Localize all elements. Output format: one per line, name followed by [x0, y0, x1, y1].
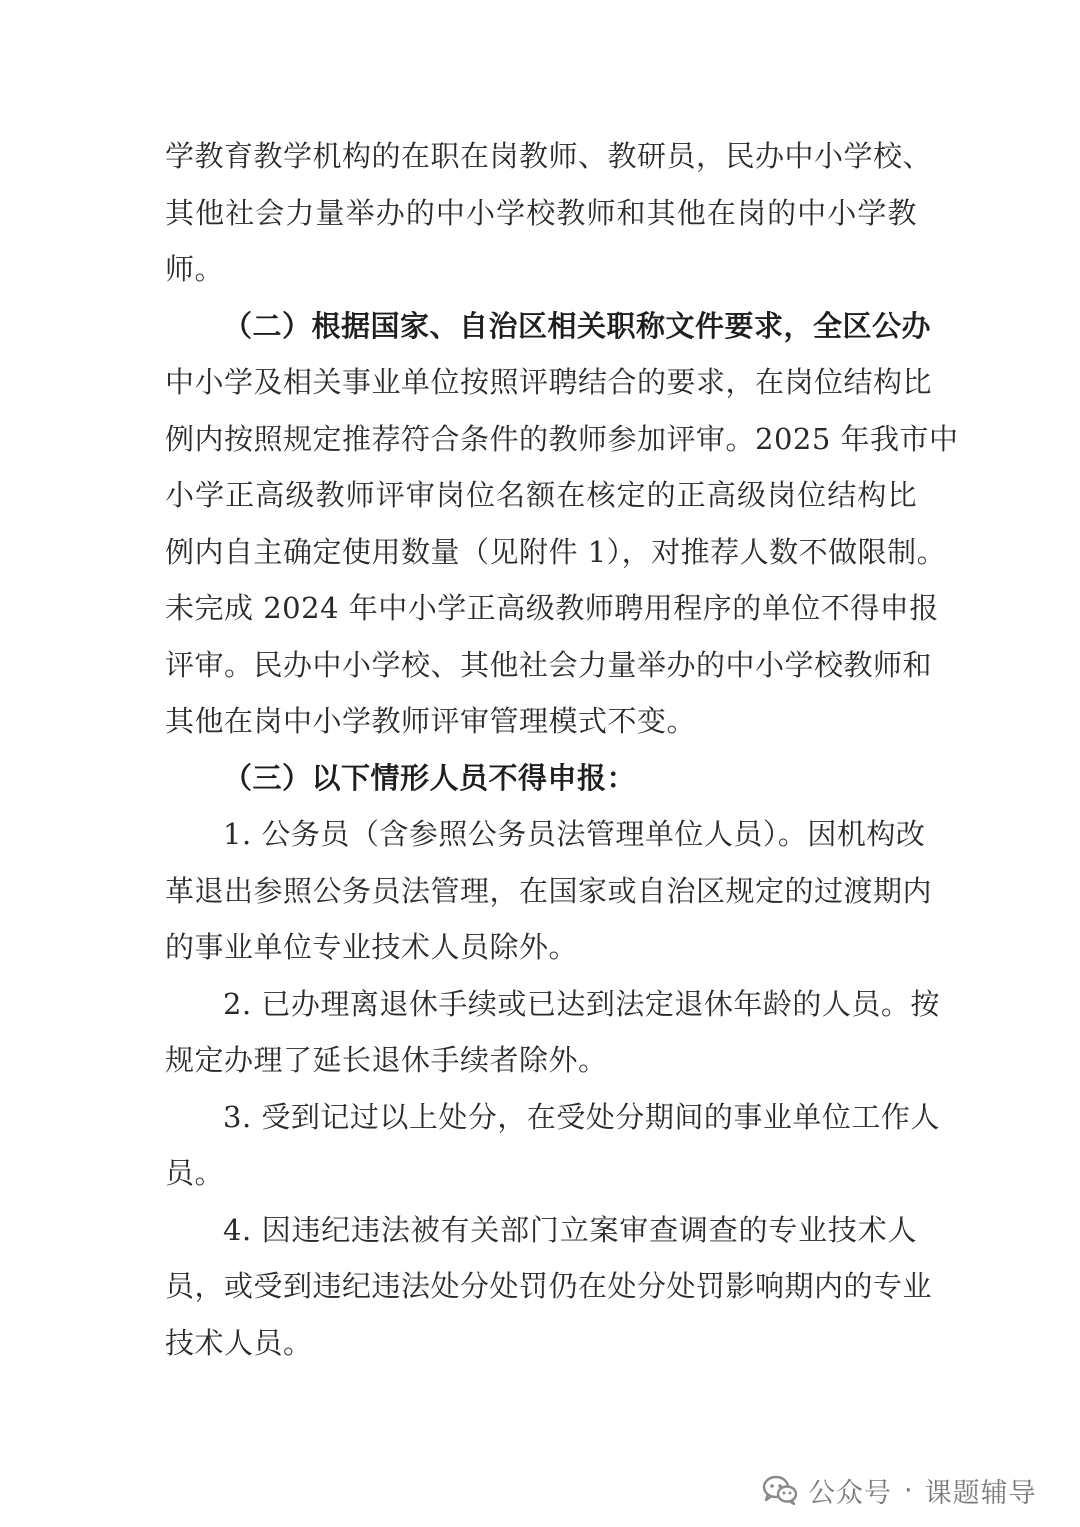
list-item-3: 3. 受到记过以上处分，在受处分期间的事业单位工作人	[223, 1099, 940, 1134]
text-line: 革退出参照公务员法管理，在国家或自治区规定的过渡期内	[165, 873, 933, 908]
section-heading-2: （二）根据国家、自治区相关职称文件要求，全区公办	[223, 308, 932, 343]
text-line: 中小学及相关事业单位按照评聘结合的要求，在岗位结构比	[165, 365, 933, 399]
text-line: 师。	[165, 252, 225, 286]
text-line: 的事业单位专业技术人员除外。	[165, 930, 579, 964]
list-item-1: 1. 公务员（含参照公务员法管理单位人员）。因机构改	[223, 817, 926, 851]
text-line: 例内按照规定推荐符合条件的教师参加评审。2025 年我市中	[165, 421, 959, 456]
watermark-account: 课题辅导	[924, 1477, 1037, 1509]
watermark-label: 公众号	[808, 1477, 892, 1509]
text-line: 未完成 2024 年中小学正高级教师聘用程序的单位不得申报	[165, 591, 939, 625]
text-line: 例内自主确定使用数量（见附件 1），对推荐人数不做限制。	[165, 534, 947, 569]
text-line: 小学正高级教师评审岗位名额在核定的正高级岗位结构比	[165, 478, 917, 512]
text-line: 员。	[165, 1156, 225, 1190]
text-line: 员，或受到违纪违法处分处罚仍在处分处罚影响期内的专业	[165, 1269, 933, 1303]
account-watermark	[762, 1470, 1037, 1510]
section-heading-3: （三）以下情形人员不得申报：	[223, 760, 637, 795]
text-line: 其他社会力量举办的中小学校教师和其他在岗的中小学教	[165, 195, 917, 230]
text-line: 评审。民办中小学校、其他社会力量举办的中小学校教师和	[165, 647, 933, 682]
list-item-2: 2. 已办理离退休手续或已达到法定退休年龄的人员。按	[223, 986, 940, 1021]
text-line: 学教育教学机构的在职在岗教师、教研员，民办中小学校、	[165, 139, 933, 173]
text-line: 其他在岗中小学教师评审管理模式不变。	[165, 704, 697, 738]
text-line: 规定办理了延长退休手续者除外。	[165, 1043, 608, 1077]
document-body	[165, 128, 959, 1371]
list-item-4: 4. 因违纪违法被有关部门立案审查调查的专业技术人	[223, 1212, 917, 1247]
watermark-separator: ·	[904, 1474, 913, 1506]
wechat-icon	[762, 1474, 798, 1506]
text-line: 技术人员。	[165, 1325, 313, 1360]
